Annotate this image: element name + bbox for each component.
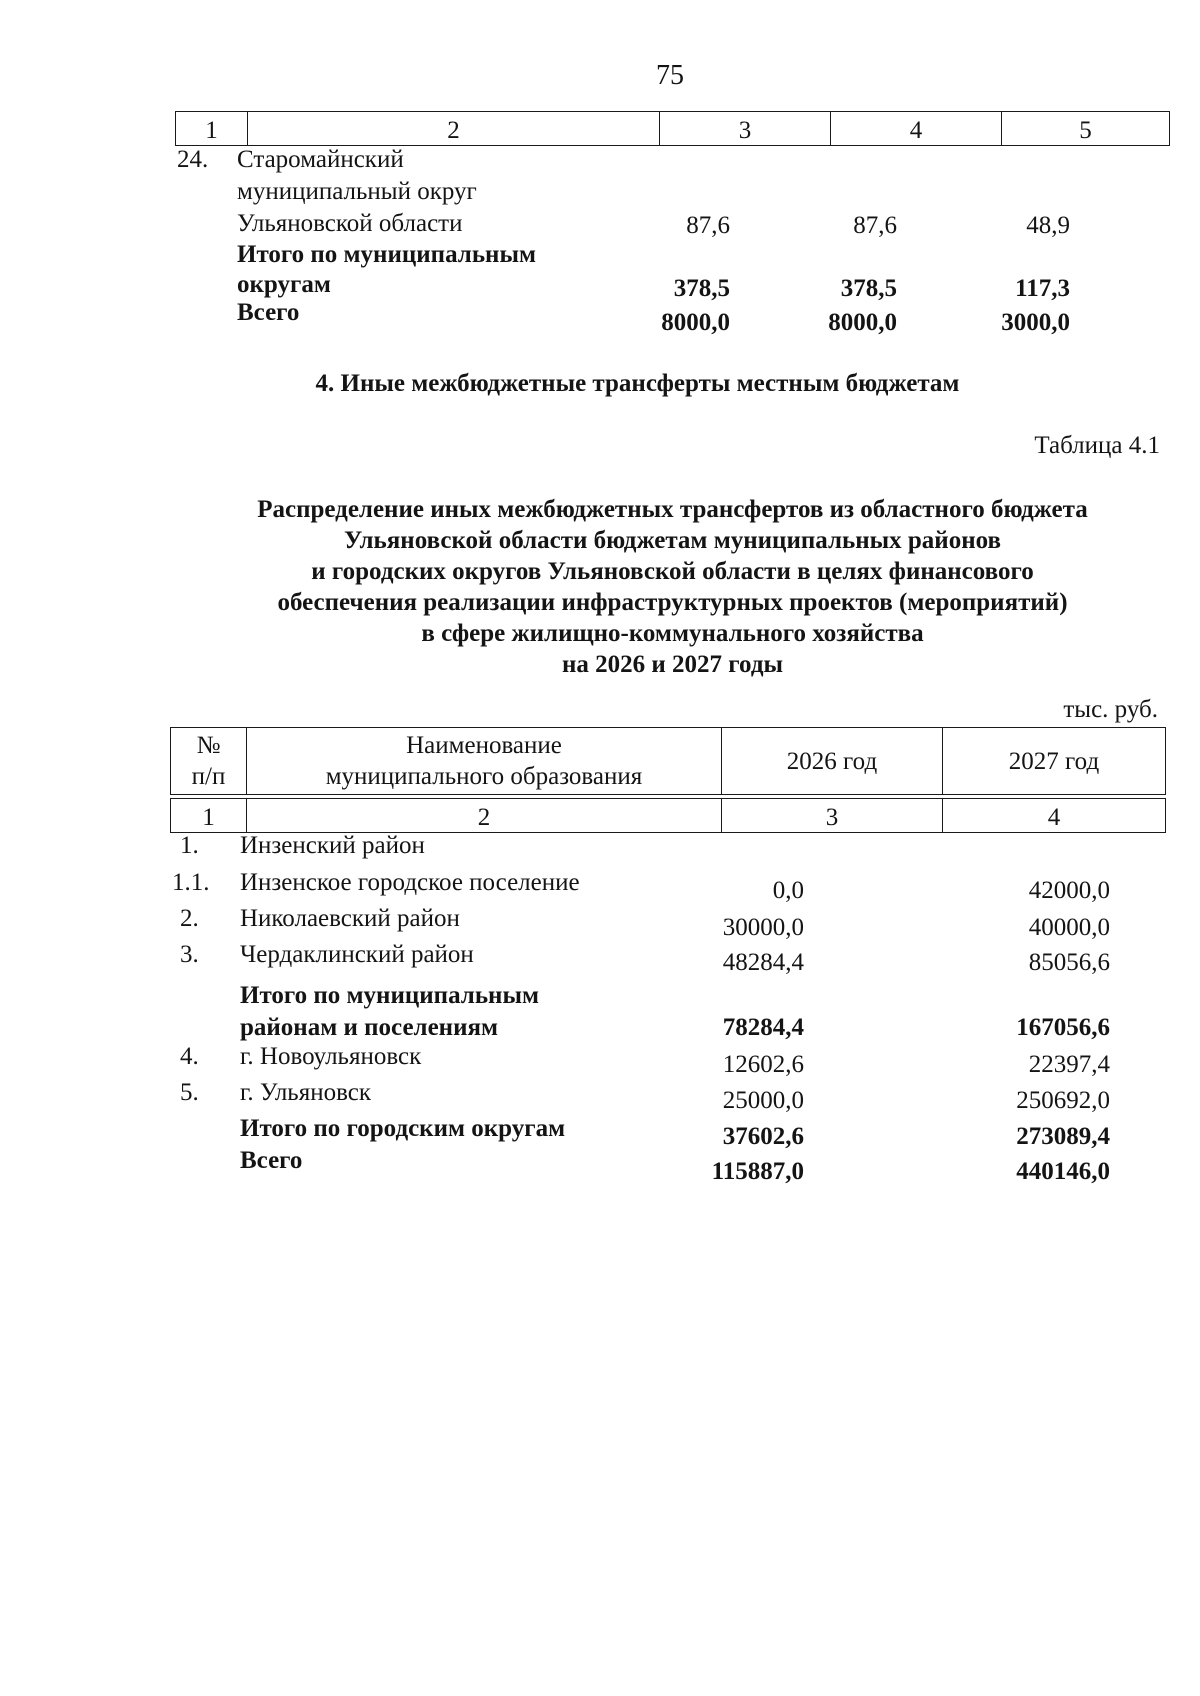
value-2026: 30000,0 xyxy=(722,914,804,941)
value-cell: 87,6 xyxy=(686,212,730,239)
column-number: 2 xyxy=(247,799,722,832)
header-line: № xyxy=(196,732,221,759)
row-index: 1. xyxy=(180,832,199,859)
title-line: в сфере жилищно-коммунального хозяйства xyxy=(421,620,924,647)
value-2026: 0,0 xyxy=(772,877,804,904)
row-name-line: г. Новоульяновск xyxy=(240,1043,422,1070)
column-number: 2 xyxy=(248,112,660,145)
row-name-line: Инзенский район xyxy=(240,832,425,859)
row-name-line: Всего xyxy=(240,1147,303,1174)
header-line: муниципального образования xyxy=(325,763,643,790)
title-line: обеспечения реализации инфраструктурных проектов (мероприятий) xyxy=(277,589,1068,616)
row-name-line: округам xyxy=(237,271,331,298)
table-2-title xyxy=(175,494,1170,680)
value-2027: 167056,6 xyxy=(1016,1014,1110,1041)
units-label: тыс. руб. xyxy=(1063,696,1158,723)
row-name-line: Чердаклинский район xyxy=(240,941,474,968)
row-name-line: Итого по городским округам xyxy=(240,1115,566,1142)
value-cell: 48,9 xyxy=(1026,212,1070,239)
header-2027-cell: 2027 год xyxy=(1008,747,1100,775)
column-number: 1 xyxy=(171,799,247,832)
value-2027: 273089,4 xyxy=(1016,1123,1110,1150)
table-1 xyxy=(175,111,1170,336)
header-line: Наименование xyxy=(406,732,562,759)
table-caption: Таблица 4.1 xyxy=(1034,432,1160,459)
row-index: 4. xyxy=(180,1043,199,1070)
value-cell: 117,3 xyxy=(1015,275,1070,302)
column-number: 4 xyxy=(1047,803,1061,831)
page-number: 75 xyxy=(656,60,684,91)
row-name-line: г. Ульяновск xyxy=(240,1079,371,1106)
title-line: Распределение иных межбюджетных трансфертов из областного бюджета xyxy=(257,496,1088,523)
row-index: 3. xyxy=(180,941,199,968)
row-name-line: Итого по муниципальным xyxy=(237,241,536,268)
value-cell: 378,5 xyxy=(673,275,730,302)
column-number: 3 xyxy=(722,799,943,832)
header-name-cell xyxy=(247,728,722,794)
column-number: 4 xyxy=(831,112,1002,145)
header-index-cell xyxy=(171,728,247,794)
value-2027: 250692,0 xyxy=(1016,1087,1110,1114)
value-cell: 87,6 xyxy=(853,212,897,239)
value-cell: 8000,0 xyxy=(828,309,897,336)
column-number: 3 xyxy=(660,112,831,145)
value-2027: 22397,4 xyxy=(1028,1051,1110,1078)
header-line: п/п xyxy=(191,763,226,790)
row-name-line: Старомайнский xyxy=(237,146,404,173)
row-name-line: Ульяновской области xyxy=(237,210,463,237)
column-number: 1 xyxy=(176,112,248,145)
row-name-line: Николаевский район xyxy=(240,905,460,932)
value-2027: 42000,0 xyxy=(1028,877,1110,904)
value-2026: 25000,0 xyxy=(722,1087,804,1114)
value-2027: 85056,6 xyxy=(1028,949,1110,976)
value-2027: 440146,0 xyxy=(1016,1158,1110,1185)
row-name-line: Всего xyxy=(237,299,300,326)
title-line: и городских округов Ульяновской области в целях финансового xyxy=(311,558,1034,585)
row-index: 2. xyxy=(180,905,199,932)
table-2 xyxy=(170,727,1166,1185)
header-2026-cell: 2026 год xyxy=(722,728,943,794)
value-cell: 378,5 xyxy=(840,275,897,302)
value-2026: 48284,4 xyxy=(722,949,804,976)
value-cell: 8000,0 xyxy=(661,309,730,336)
title-line: Ульяновской области бюджетам муниципальных районов xyxy=(343,527,1001,554)
value-2027: 40000,0 xyxy=(1028,914,1110,941)
value-2026: 37602,6 xyxy=(722,1123,804,1150)
row-name-line: Инзенское городское поселение xyxy=(240,869,580,896)
section-title: 4. Иные межбюджетные трансферты местным бюджетам xyxy=(315,370,960,397)
row-index: 1.1. xyxy=(172,869,210,896)
row-name-line: муниципальный округ xyxy=(237,178,477,205)
table-2-column-numbers xyxy=(170,798,1166,833)
title-line: на 2026 и 2027 годы xyxy=(562,651,783,678)
value-2026: 78284,4 xyxy=(722,1014,804,1041)
column-number: 5 xyxy=(1079,116,1092,144)
value-cell: 3000,0 xyxy=(1001,309,1070,336)
row-index: 24. xyxy=(177,146,209,173)
value-2026: 12602,6 xyxy=(722,1051,804,1078)
row-name-line: районам и поселениям xyxy=(240,1014,499,1041)
row-name-line: Итого по муниципальным xyxy=(240,982,539,1009)
table-1-column-numbers xyxy=(175,111,1170,146)
row-index: 5. xyxy=(180,1079,199,1106)
value-2026: 115887,0 xyxy=(711,1158,804,1185)
table-2-header xyxy=(170,727,1166,795)
